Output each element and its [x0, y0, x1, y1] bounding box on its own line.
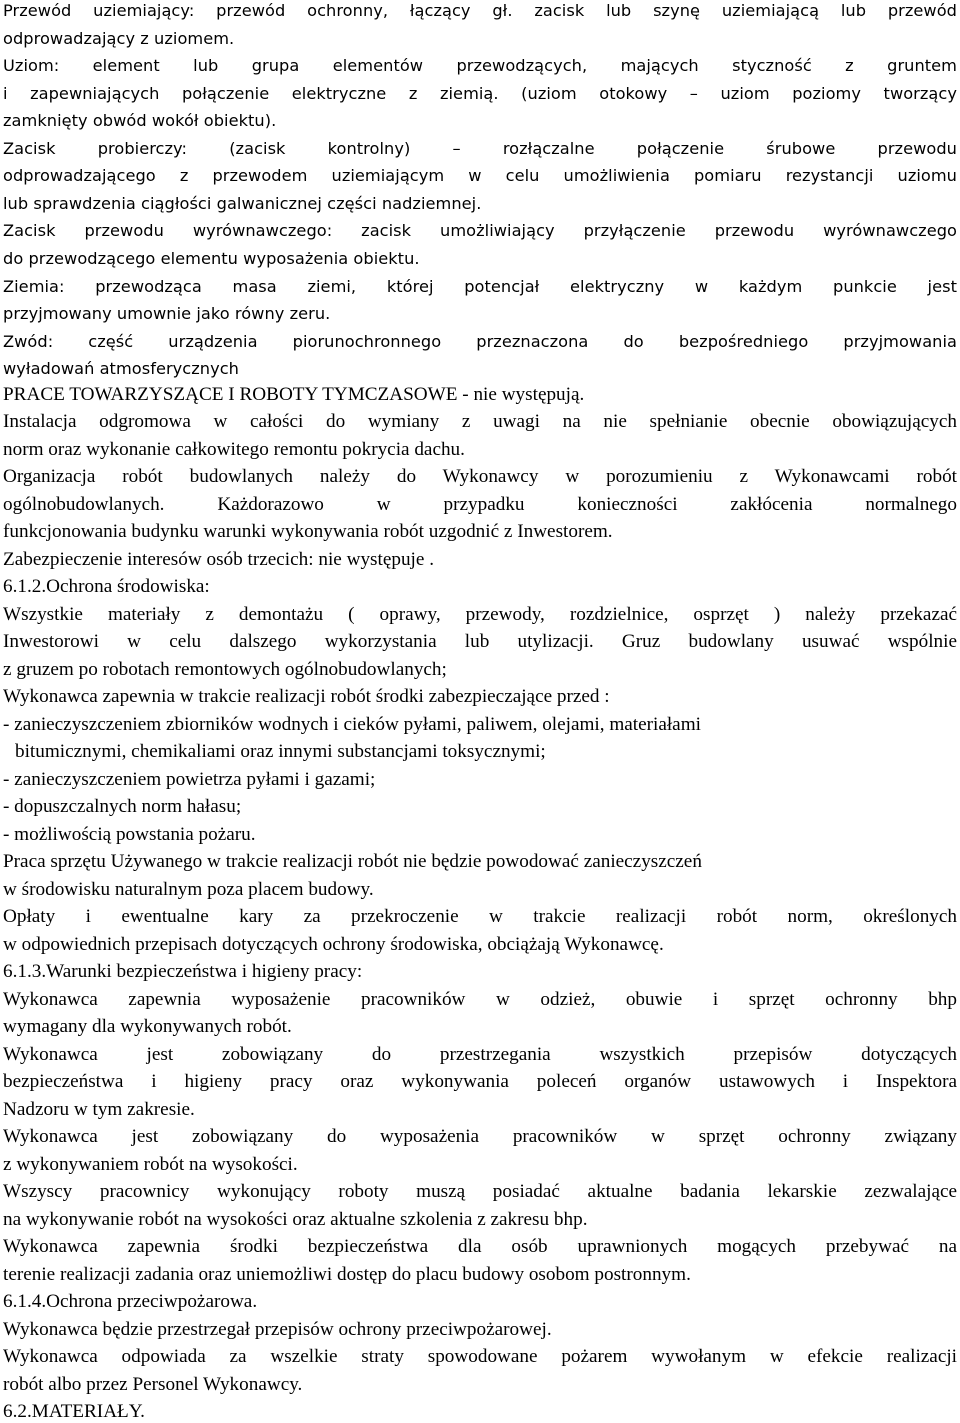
text-line: z gruzem po robotach remontowych ogólnobudowlanych;: [3, 659, 447, 680]
text-line: i zapewniających połączenie elektryczne z ziemią. (uziom otokowy – uziom poziomy tworzący: [3, 84, 957, 103]
text-line: Wszyscy pracownicy wykonujący roboty muszą posiadać aktualne badania lekarskie zezwalające: [3, 1181, 957, 1202]
text-line: Wszystkie materiały z demontażu ( oprawy, przewody, rozdzielnice, osprzęt ) należy przekazać: [3, 604, 957, 625]
list-item: - dopuszczalnych norm hałasu;: [3, 796, 242, 817]
text-line: zamknięty obwód wokół obiektu).: [3, 111, 277, 130]
text-line: Wykonawca jest zobowiązany do przestrzegania wszystkich przepisów dotyczących: [3, 1044, 957, 1065]
list-item: - zanieczyszczeniem powietrza pyłami i gazami;: [3, 769, 376, 790]
text-line: Praca sprzętu Używanego w trakcie realizacji robót nie będzie powodować zanieczyszczeń: [3, 851, 702, 872]
text-line: Organizacja robót budowlanych należy do Wykonawcy w porozumieniu z Wykonawcami robót: [3, 466, 957, 487]
text-line: Zacisk probierczy: (zacisk kontrolny) – rozłączalne połączenie śrubowe przewodu: [3, 139, 957, 158]
text-line: ogólnobudowlanych. Każdorazowo w przypadku konieczności zakłócenia normalnego: [3, 494, 957, 515]
section-heading: 6.1.4.Ochrona przeciwpożarowa.: [3, 1291, 258, 1312]
text-line: wyładowań atmosferycznych: [3, 359, 239, 378]
text-line: wymagany dla wykonywanych robót.: [3, 1016, 292, 1037]
list-item: - zanieczyszczeniem zbiorników wodnych i cieków pyłami, paliwem, olejami, materiałami: [3, 714, 701, 735]
text-line: Instalacja odgromowa w całości do wymiany z uwagi na nie spełnianie obecnie obowiązujących: [3, 411, 957, 432]
text-line: Inwestorowi w celu dalszego wykorzystania lub utylizacji. Gruz budowlany usuwać wspólnie: [3, 631, 957, 652]
text-line: robót albo przez Personel Wykonawcy.: [3, 1374, 303, 1395]
text-line: odprowadzający z uziomem.: [3, 29, 235, 48]
section-heading: PRACE TOWARZYSZĄCE I ROBOTY TYMCZASOWE - nie występują.: [3, 384, 585, 405]
text-line: przyjmowany umownie jako równy zeru.: [3, 304, 331, 323]
text-line: Wykonawca zapewnia wyposażenie pracowników w odzież, obuwie i sprzęt ochronny bhp: [3, 989, 957, 1010]
list-item-continuation: bitumicznymi, chemikaliami oraz innymi substancjami toksycznymi;: [15, 741, 546, 762]
text-line: Wykonawca odpowiada za wszelkie straty spowodowane pożarem wywołanym w efekcie realizacji: [3, 1346, 957, 1367]
text-line: norm oraz wykonanie całkowitego remontu pokrycia dachu.: [3, 439, 465, 460]
text-line: z wykonywaniem robót na wysokości.: [3, 1154, 298, 1175]
text-line: w środowisku naturalnym poza placem budowy.: [3, 879, 374, 900]
text-line: Nadzoru w tym zakresie.: [3, 1099, 195, 1120]
section-heading: 6.1.3.Warunki bezpieczeństwa i higieny pracy:: [3, 961, 363, 982]
text-line: w odpowiednich przepisach dotyczących ochrony środowiska, obciążają Wykonawcę.: [3, 934, 664, 955]
text-line: Wykonawca będzie przestrzegał przepisów ochrony przeciwpożarowej.: [3, 1319, 552, 1340]
text-line: Przewód uziemiający: przewód ochronny, łączący gł. zacisk lub szynę uziemiającą lub przewód: [3, 1, 957, 20]
text-line: odprowadzającego z przewodem uziemiającym w celu umożliwienia pomiaru rezystancji uziomu: [3, 166, 957, 185]
text-line: Wykonawca zapewnia w trakcie realizacji robót środki zabezpieczające przed :: [3, 686, 610, 707]
text-line: lub sprawdzenia ciągłości galwanicznej części nadziemnej.: [3, 194, 482, 213]
text-line: Wykonawca zapewnia środki bezpieczeństwa dla osób uprawnionych mogących przebywać na: [3, 1236, 957, 1257]
text-line: do przewodzącego elementu wyposażenia obiektu.: [3, 249, 420, 268]
text-line: Wykonawca jest zobowiązany do wyposażenia pracowników w sprzęt ochronny związany: [3, 1126, 957, 1147]
text-line: Zacisk przewodu wyrównawczego: zacisk umożliwiający przyłączenie przewodu wyrównawczego: [3, 221, 957, 240]
list-item: - możliwością powstania pożaru.: [3, 824, 256, 845]
section-heading: 6.1.2.Ochrona środowiska:: [3, 576, 210, 597]
text-line: na wykonywanie robót na wysokości oraz aktualne szkolenia z zakresu bhp.: [3, 1209, 588, 1230]
text-line: Ziemia: przewodząca masa ziemi, której potencjał elektryczny w każdym punkcie jest: [3, 277, 957, 296]
text-line: terenie realizacji zadania oraz uniemożliwi dostęp do placu budowy osobom postronnym.: [3, 1264, 691, 1285]
section-heading: 6.2.MATERIAŁY.: [3, 1401, 145, 1422]
text-line: Uziom: element lub grupa elementów przewodzących, mających styczność z gruntem: [3, 56, 957, 75]
text-line: Zwód: część urządzenia piorunochronnego przeznaczona do bezpośredniego przyjmowania: [3, 332, 957, 351]
text-line: bezpieczeństwa i higieny pracy oraz wykonywania poleceń organów ustawowych i Inspektora: [3, 1071, 957, 1092]
text-line: Opłaty i ewentualne kary za przekroczenie w trakcie realizacji robót norm, określonych: [3, 906, 957, 927]
text-line: Zabezpieczenie interesów osób trzecich: nie występuje .: [3, 549, 434, 570]
text-line: funkcjonowania budynku warunki wykonywania robót uzgodnić z Inwestorem.: [3, 521, 613, 542]
